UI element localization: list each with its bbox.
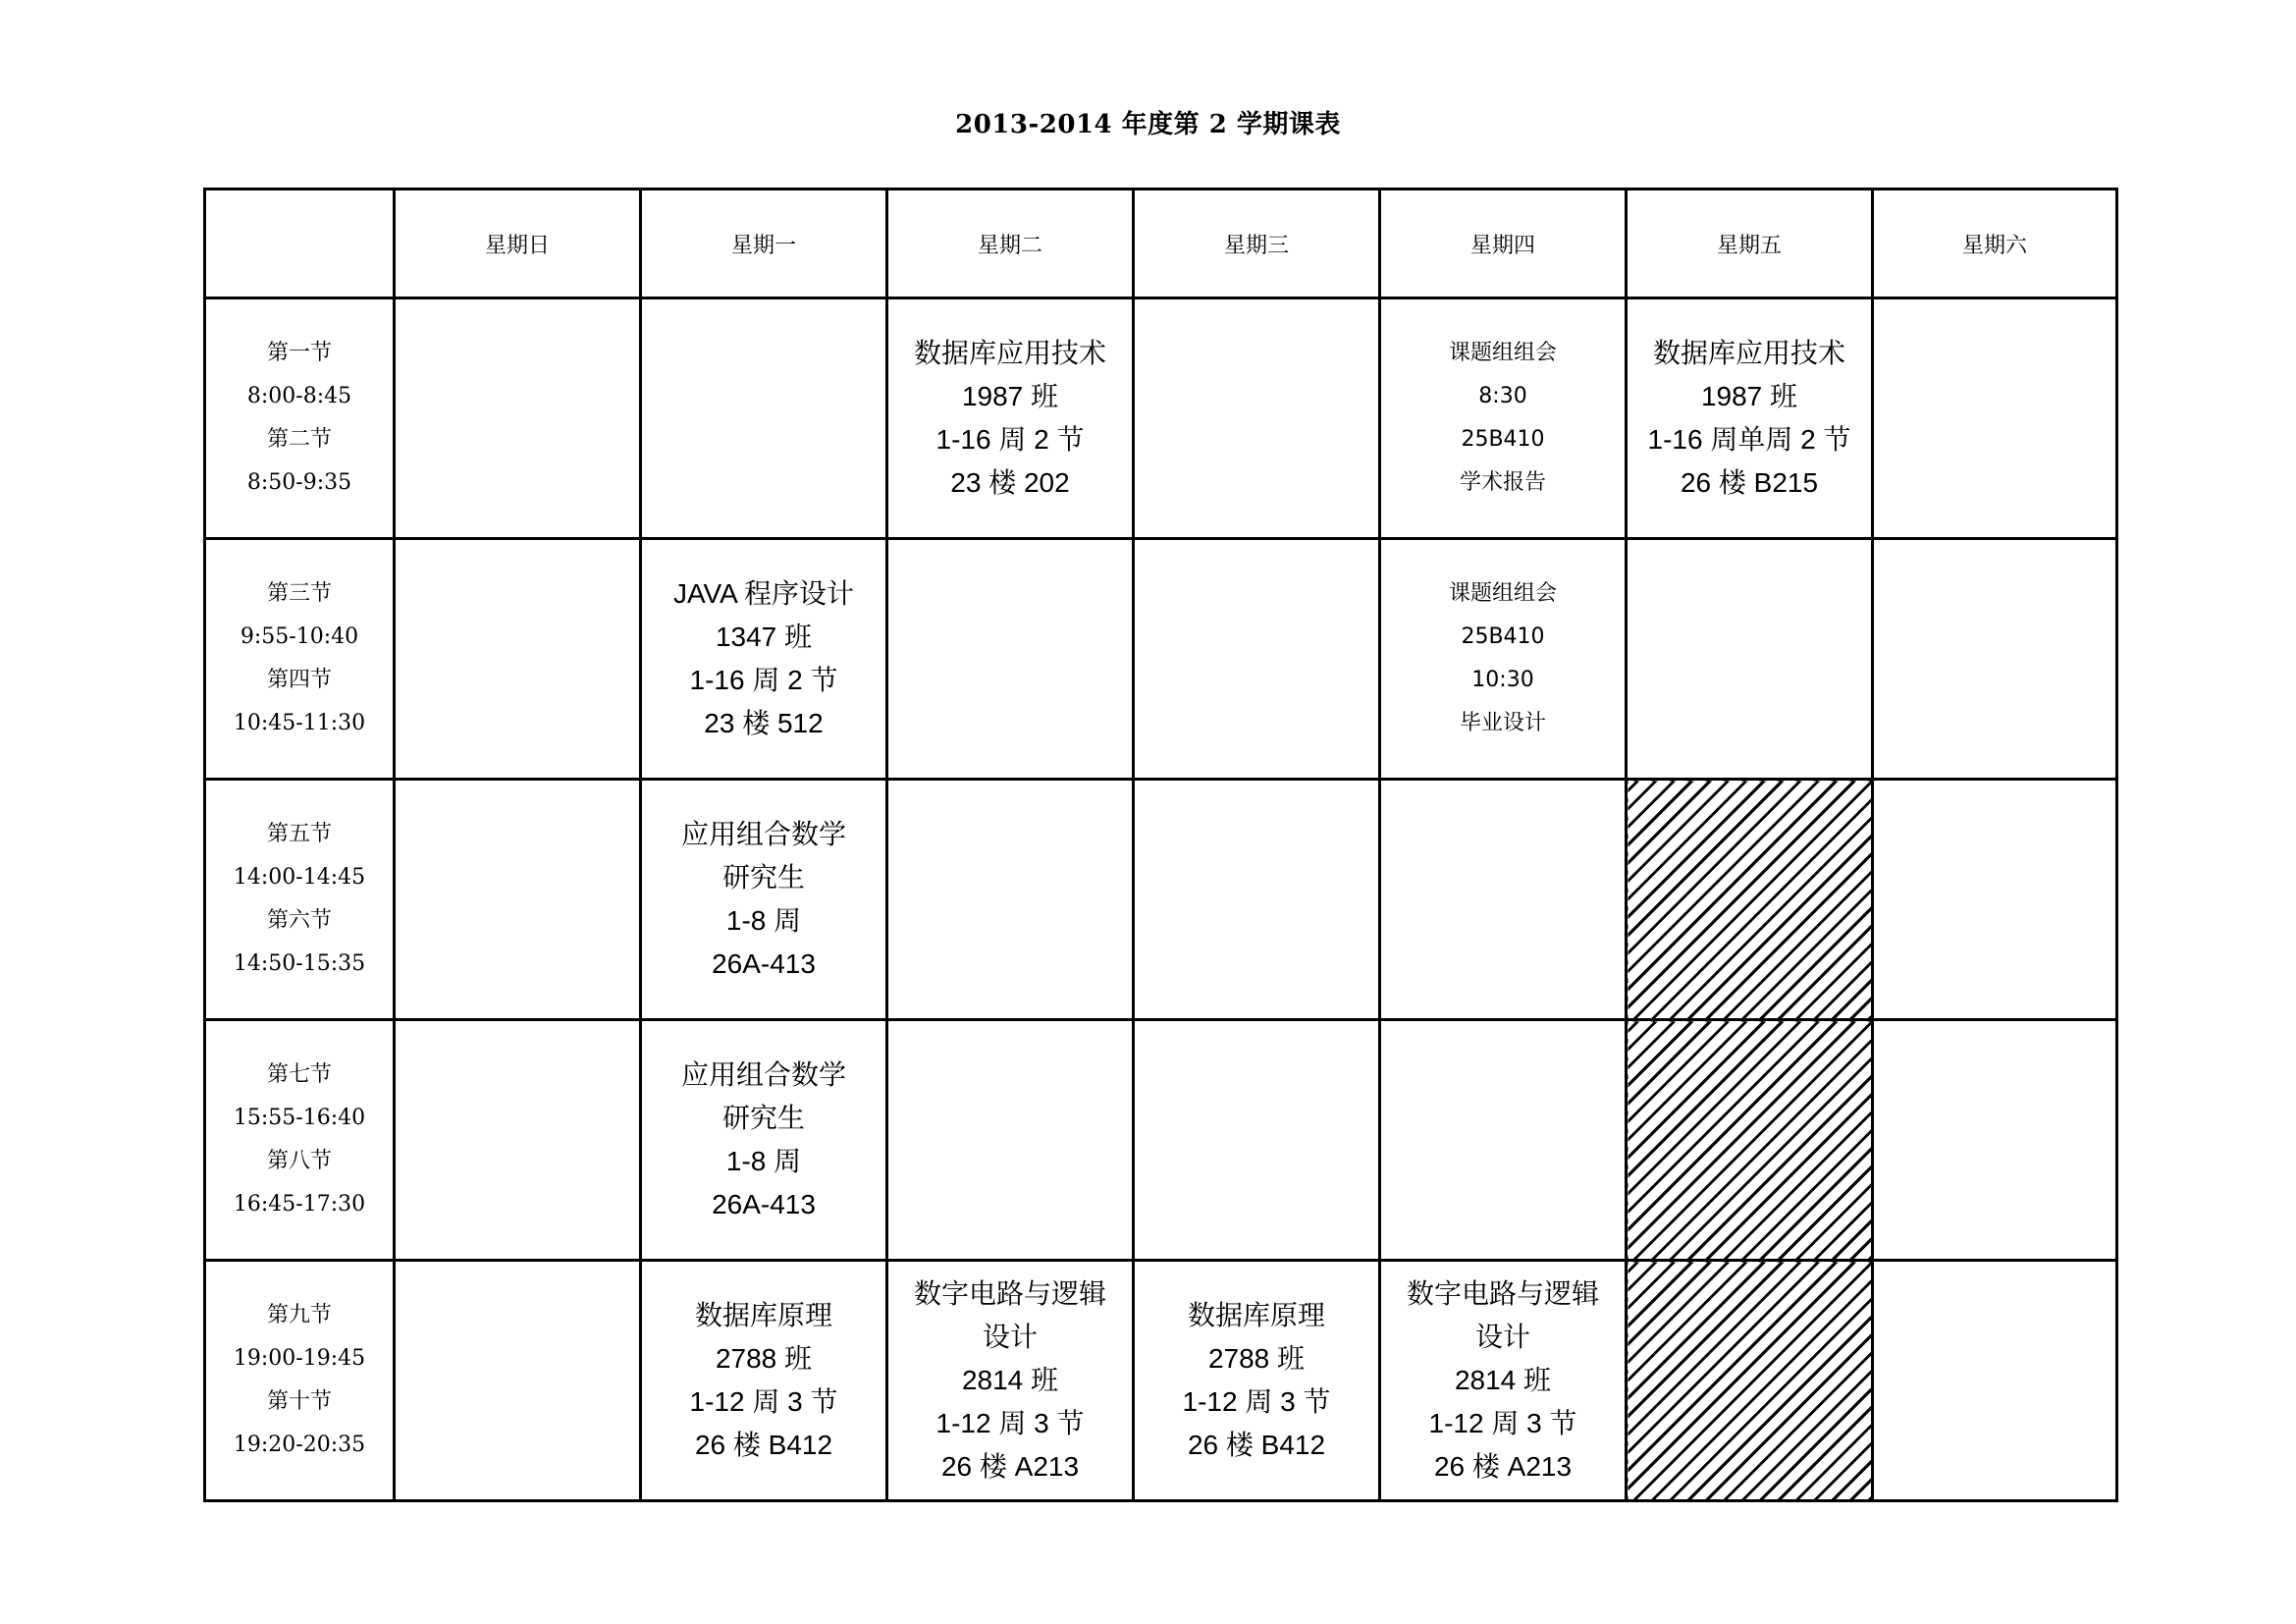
schedule-row [205, 298, 2117, 539]
corner-cell [205, 189, 395, 298]
course-detail-line: 2788 班 [1207, 1343, 1306, 1374]
empty-cell-wednesday [1134, 780, 1380, 1020]
course-detail-line: 1987 班 [961, 381, 1059, 411]
period-time: 14:00-14:45 [233, 865, 366, 890]
course-cell-tuesday [887, 298, 1134, 539]
empty-cell-saturday [1873, 780, 2117, 1020]
course-detail-line: 1-16 周 2 节 [689, 665, 838, 695]
course-detail-line: 1987 班 [1700, 381, 1798, 411]
empty-cell-sunday [395, 298, 641, 539]
course-detail-line: 26 楼 B215 [1680, 467, 1819, 498]
course-cell-monday [641, 539, 887, 780]
period-time: 14:50-15:35 [233, 951, 366, 976]
empty-cell-saturday [1873, 1020, 2117, 1261]
time-slot-cell [205, 298, 395, 539]
course-detail-line: 研究生 [721, 1103, 805, 1133]
meeting-detail-line: 毕业设计 [1459, 711, 1546, 735]
course-detail-line: 2814 班 [1454, 1365, 1552, 1395]
period-time: 8:00-8:45 [246, 384, 352, 408]
course-detail-line: 1-12 周 3 节 [1182, 1386, 1331, 1417]
course-detail-line: 1-8 周 [725, 905, 802, 936]
period-label: 第三节 [266, 581, 332, 606]
course-detail-line: 26 楼 B412 [694, 1430, 833, 1460]
empty-cell-sunday [395, 780, 641, 1020]
course-cell-monday [641, 1020, 887, 1261]
empty-cell-tuesday [887, 780, 1134, 1020]
course-detail-line: 数字电路与逻辑 [913, 1278, 1106, 1309]
day-header-tuesday: 星期二 [887, 189, 1134, 298]
period-label: 第六节 [266, 908, 332, 933]
empty-cell-sunday [395, 1261, 641, 1501]
empty-cell-wednesday [1134, 1020, 1380, 1261]
empty-cell-sunday [395, 1020, 641, 1261]
meeting-cell-thursday [1380, 298, 1627, 539]
period-time: 19:20-20:35 [233, 1433, 366, 1457]
period-time: 8:50-9:35 [246, 470, 352, 495]
course-detail-line: 26 楼 A213 [940, 1451, 1080, 1482]
day-header-friday: 星期五 [1627, 189, 1873, 298]
meeting-detail-line: 课题组组会 [1448, 341, 1557, 365]
day-header-saturday: 星期六 [1873, 189, 2117, 298]
empty-cell-saturday [1873, 539, 2117, 780]
meeting-cell-thursday [1380, 539, 1627, 780]
meeting-detail-line: 8:30 [1478, 384, 1527, 408]
course-detail-line: 数据库原理 [1187, 1300, 1325, 1330]
course-detail-line: 数据库原理 [694, 1300, 832, 1330]
course-cell-tuesday [887, 1261, 1134, 1501]
course-detail-line: 数字电路与逻辑 [1406, 1278, 1599, 1309]
day-header-monday: 星期一 [641, 189, 887, 298]
schedule-row [205, 539, 2117, 780]
course-detail-line: 26A-413 [712, 1189, 816, 1219]
course-detail-line: 26 楼 A213 [1433, 1451, 1573, 1482]
course-detail-line: 1347 班 [715, 622, 813, 652]
schedule-row [205, 1261, 2117, 1501]
empty-cell-saturday [1873, 298, 2117, 539]
course-detail-line: 2814 班 [961, 1365, 1059, 1395]
period-label: 第二节 [266, 427, 332, 452]
course-detail-line: 26A-413 [712, 948, 816, 979]
period-time: 19:00-19:45 [233, 1346, 366, 1371]
course-detail-line: 数据库应用技术 [1652, 338, 1845, 368]
course-detail-line: 2788 班 [715, 1343, 813, 1374]
meeting-detail-line: 25B410 [1461, 624, 1545, 649]
course-cell-friday [1627, 298, 1873, 539]
schedule-table [203, 188, 2118, 1502]
period-time: 16:45-17:30 [233, 1192, 366, 1217]
schedule-row [205, 1020, 2117, 1261]
period-label: 第十节 [266, 1389, 332, 1414]
course-detail-line: 1-8 周 [725, 1146, 802, 1176]
course-detail-line: 1-16 周 2 节 [935, 424, 1085, 455]
empty-cell-thursday [1380, 780, 1627, 1020]
period-label: 第一节 [266, 341, 332, 365]
period-time: 15:55-16:40 [233, 1106, 366, 1130]
schedule-title: 2013-2014 年度第 2 学期课表 [955, 110, 1341, 139]
day-header-wednesday: 星期三 [1134, 189, 1380, 298]
course-detail-line: 26 楼 B412 [1187, 1430, 1326, 1460]
time-slot-cell [205, 780, 395, 1020]
course-detail-line: 1-12 周 3 节 [1428, 1408, 1577, 1438]
time-slot-cell [205, 1020, 395, 1261]
unavailable-cell-friday [1627, 780, 1873, 1020]
period-label: 第七节 [266, 1062, 332, 1087]
empty-cell-sunday [395, 539, 641, 780]
empty-cell-wednesday [1134, 298, 1380, 539]
course-detail-line: 23 楼 512 [704, 708, 824, 738]
course-cell-monday [641, 780, 887, 1020]
course-detail-line: 1-12 周 3 节 [689, 1386, 838, 1417]
empty-cell-monday [641, 298, 887, 539]
empty-cell-tuesday [887, 539, 1134, 780]
course-cell-thursday [1380, 1261, 1627, 1501]
course-detail-line: 应用组合数学 [680, 819, 846, 849]
time-slot-cell [205, 1261, 395, 1501]
time-slot-cell [205, 539, 395, 780]
unavailable-cell-friday [1627, 1261, 1873, 1501]
empty-cell-tuesday [887, 1020, 1134, 1261]
course-detail-line: 设计 [982, 1322, 1038, 1352]
period-time: 9:55-10:40 [240, 624, 359, 649]
meeting-detail-line: 学术报告 [1459, 470, 1546, 495]
course-detail-line: 23 楼 202 [950, 467, 1070, 498]
day-header-sunday: 星期日 [395, 189, 641, 298]
empty-cell-saturday [1873, 1261, 2117, 1501]
course-detail-line: 1-16 周单周 2 节 [1647, 424, 1851, 455]
empty-cell-friday [1627, 539, 1873, 780]
course-detail-line: 研究生 [721, 862, 805, 893]
course-detail-line: 1-12 周 3 节 [935, 1408, 1085, 1438]
empty-cell-thursday [1380, 1020, 1627, 1261]
course-detail-line: 设计 [1474, 1322, 1530, 1352]
period-label: 第五节 [266, 822, 332, 846]
course-cell-monday [641, 1261, 887, 1501]
schedule-row [205, 780, 2117, 1020]
course-detail-line: 应用组合数学 [680, 1059, 846, 1090]
unavailable-cell-friday [1627, 1020, 1873, 1261]
header-row [205, 189, 2117, 298]
meeting-detail-line: 10:30 [1471, 668, 1534, 692]
meeting-detail-line: 课题组组会 [1448, 581, 1557, 606]
course-detail-line: JAVA 程序设计 [672, 578, 855, 609]
period-label: 第八节 [266, 1149, 332, 1173]
meeting-detail-line: 25B410 [1461, 427, 1545, 452]
period-time: 10:45-11:30 [233, 711, 366, 735]
course-detail-line: 数据库应用技术 [913, 338, 1106, 368]
day-header-thursday: 星期四 [1380, 189, 1627, 298]
empty-cell-wednesday [1134, 539, 1380, 780]
course-cell-wednesday [1134, 1261, 1380, 1501]
period-label: 第四节 [266, 668, 332, 692]
period-label: 第九节 [266, 1303, 332, 1327]
